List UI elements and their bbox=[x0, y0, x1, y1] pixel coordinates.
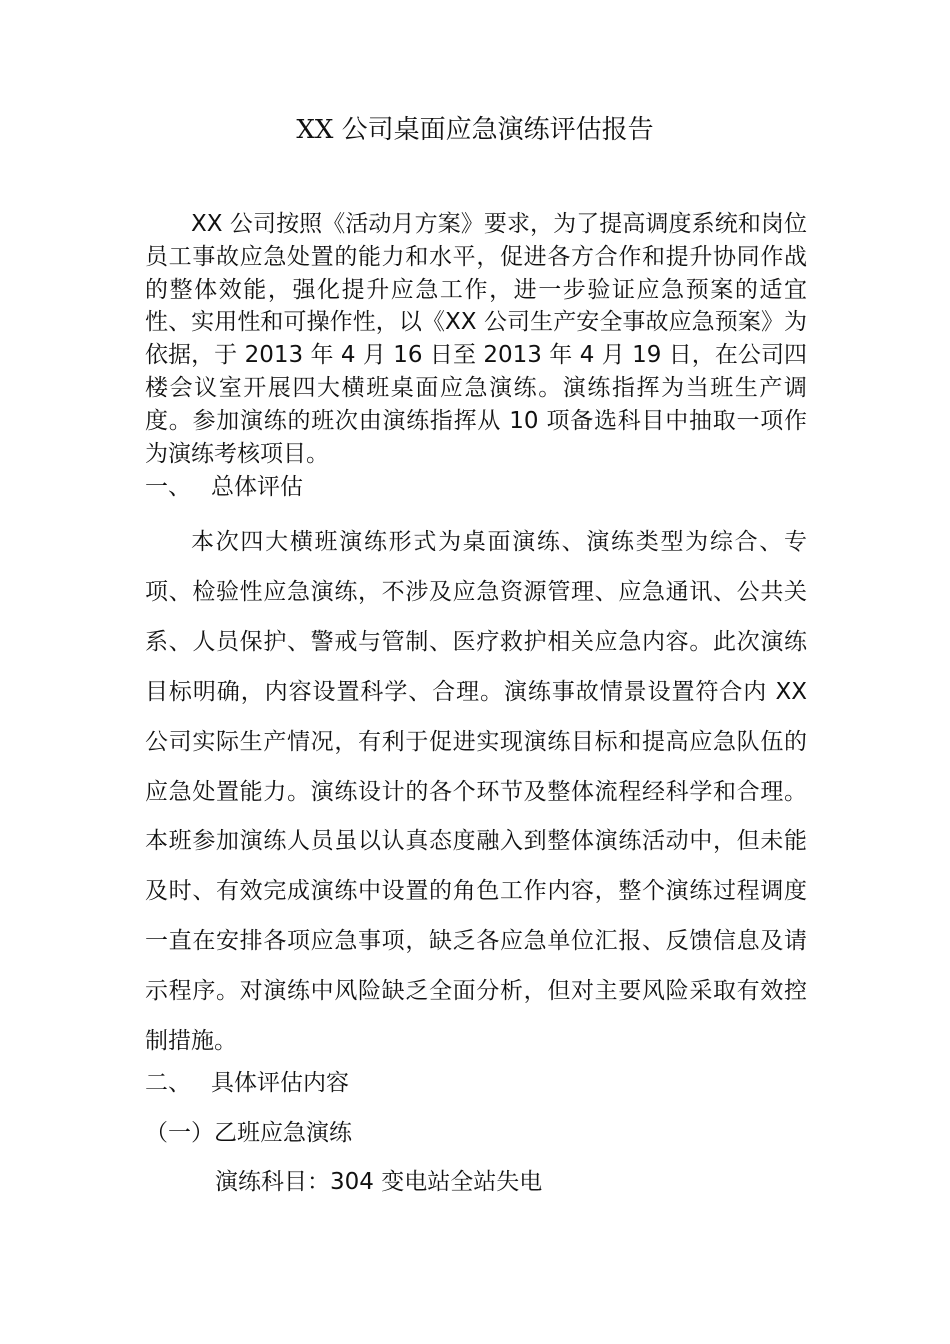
section-2-number: 二、 bbox=[145, 1070, 191, 1096]
section-1-title: 总体评估 bbox=[211, 474, 303, 500]
subsection-1-heading: （一）乙班应急演练 bbox=[145, 1120, 352, 1146]
drill-subject-line: 演练科目：304 变电站全站失电 bbox=[215, 1169, 543, 1195]
section-1-heading bbox=[145, 470, 807, 504]
section-2-title: 具体评估内容 bbox=[211, 1070, 349, 1096]
section-2-heading bbox=[145, 1066, 807, 1100]
section-1-number: 一、 bbox=[145, 474, 191, 500]
intro-paragraph: XX 公司按照《活动月方案》要求，为了提高调度系统和岗位员工事故应急处置的能力和水平，促进各方合作和提升协同作战的整体效能，强化提升应急工作，进一步验证应急预案的适宜性、实用性和可操作性，以《XX 公司生产安全事故应急预案》为依据，于 2013 年 4 月 16 日至 2013 年 4 月 19 日，在公司四楼会议室开展四大横班桌面应急演练。演练指挥为当班生产调度。参加演练的班次由演练指挥从 10 项备选科目中抽取一项作为演练考核项目。 bbox=[145, 211, 807, 467]
document-title: XX 公司桌面应急演练评估报告 bbox=[296, 115, 654, 145]
overall-assessment-paragraph: 本次四大横班演练形式为桌面演练、演练类型为综合、专项、检验性应急演练，不涉及应急资源管理、应急通讯、公共关系、人员保护、警戒与管制、医疗救护相关应急内容。此次演练目标明确，内容设置科学、合理。演练事故情景设置符合内 XX 公司实际生产情况，有利于促进实现演练目标和提高应急队伍的应急处置能力。演练设计的各个环节及整体流程经科学和合理。本班参加演练人员虽以认真态度融入到整体演练活动中，但未能及时、有效完成演练中设置的角色工作内容，整个演练过程调度一直在安排各项应急事项，缺乏各应急单位汇报、反馈信息及请示程序。对演练中风险缺乏全面分析，但对主要风险采取有效控制措施。 bbox=[145, 529, 807, 1055]
